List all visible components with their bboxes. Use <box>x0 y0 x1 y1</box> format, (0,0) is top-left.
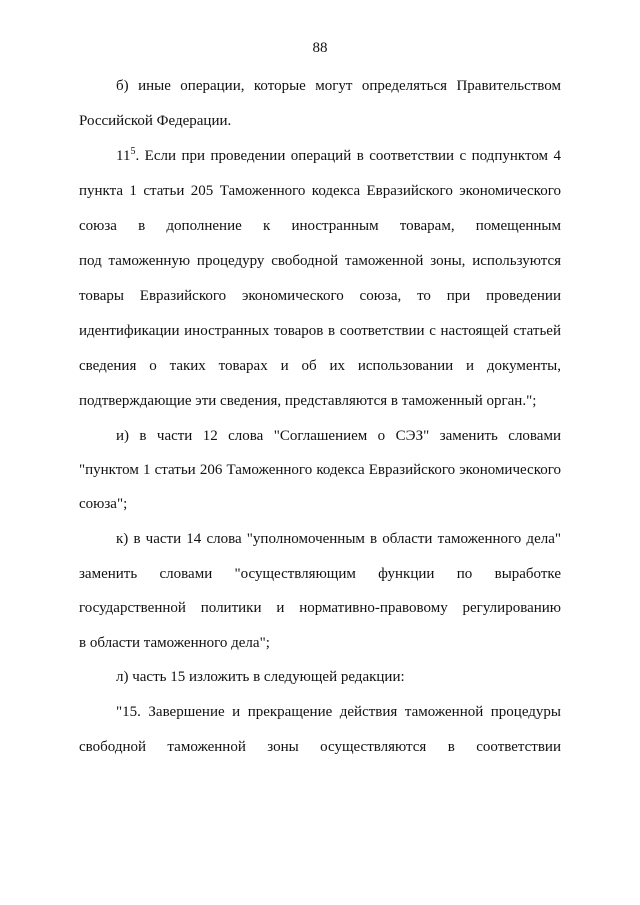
paragraph-b-line-1: б) иные операции, которые могут определяться Правительством <box>116 78 561 94</box>
paragraph-number-superscript: 5 <box>130 146 136 157</box>
paragraph-11-5-line-7: сведения о таких товарах и об их использовании и документы, <box>79 358 561 374</box>
paragraph-15-line-2: свободной таможенной зоны осуществляются в соответствии <box>79 739 561 755</box>
paragraph-11-5-line-2: пункта 1 статьи 205 Таможенного кодекса Евразийского экономического <box>79 183 561 199</box>
paragraph-l-line-1: л) часть 15 изложить в следующей редакции: <box>116 669 405 685</box>
paragraph-11-5-line-6: идентификации иностранных товаров в соответствии с настоящей статьей <box>79 323 561 339</box>
paragraph-15-line-1: "15. Завершение и прекращение действия таможенной процедуры <box>116 704 561 720</box>
paragraph-11-5-line-1 <box>116 147 561 165</box>
paragraph-k-line-1: к) в части 14 слова "уполномоченным в области таможенного дела" <box>116 531 561 547</box>
paragraph-11-5-line-5: товары Евразийского экономического союза, то при проведении <box>79 288 561 304</box>
paragraph-11-5-line-3: союза в дополнение к иностранным товарам, помещенным <box>79 218 561 234</box>
page-number: 88 <box>312 40 328 56</box>
paragraph-11-5-line-4: под таможенную процедуру свободной таможенной зоны, используются <box>79 253 561 269</box>
paragraph-i-line-2: "пунктом 1 статьи 206 Таможенного кодекса Евразийского экономического <box>79 462 561 478</box>
paragraph-i-line-1: и) в части 12 слова "Соглашением о СЭЗ" заменить словами <box>116 428 561 444</box>
paragraph-k-line-2: заменить словами "осуществляющим функции по выработке <box>79 566 561 582</box>
paragraph-k-line-4: в области таможенного дела"; <box>79 635 270 651</box>
paragraph-b-line-2: Российской Федерации. <box>79 113 232 129</box>
paragraph-i-line-3: союза"; <box>79 496 128 512</box>
paragraph-k-line-3: государственной политики и нормативно-правовому регулированию <box>79 600 561 616</box>
paragraph-number: 11 <box>116 148 131 164</box>
paragraph-11-5-line-8: подтверждающие эти сведения, представляются в таможенный орган."; <box>79 393 537 409</box>
paragraph-11-5-line-1-text: . Если при проведении операций в соответствии с подпунктом 4 <box>135 148 561 164</box>
